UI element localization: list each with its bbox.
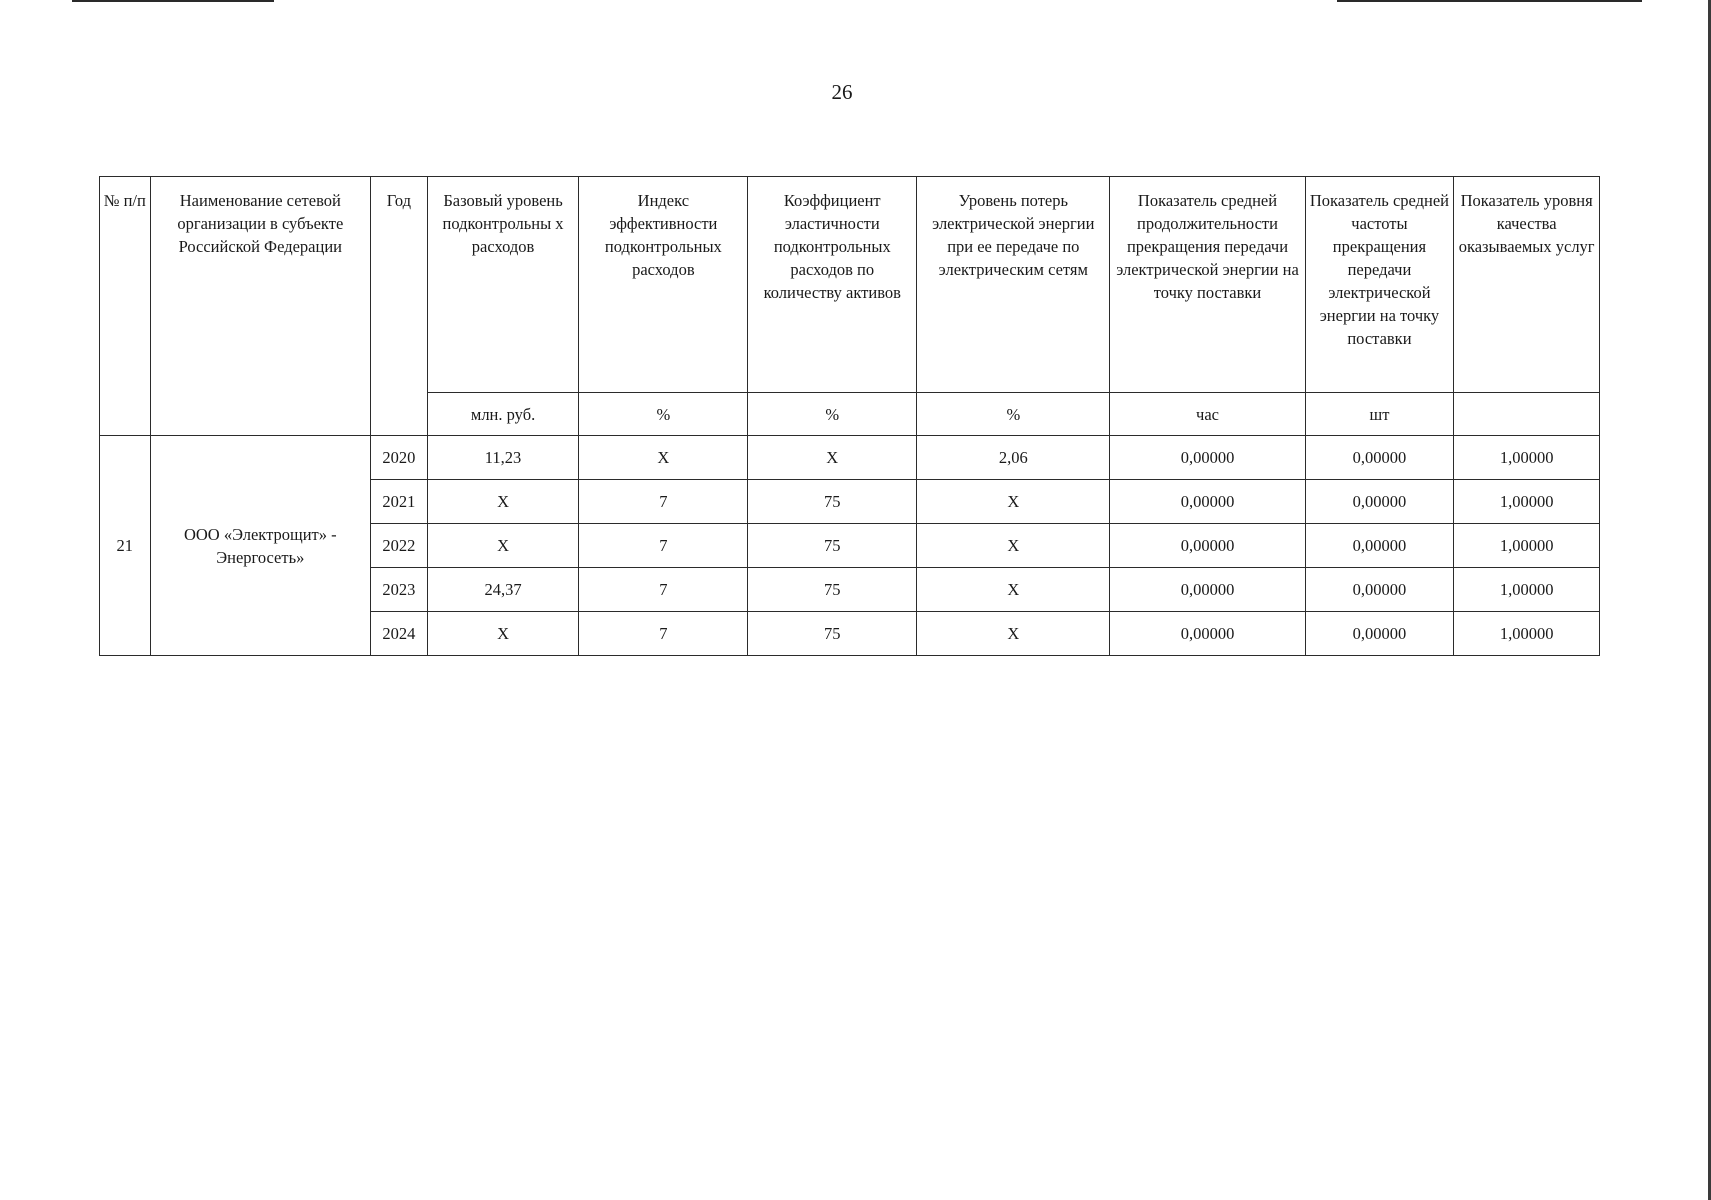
cell-year: 2022 xyxy=(371,524,428,568)
cell-service-quality: 1,00000 xyxy=(1454,612,1600,656)
unit-outage-frequency: шт xyxy=(1305,393,1454,436)
cell-outage-duration: 0,00000 xyxy=(1110,480,1305,524)
header-efficiency-index: Индекс эффективности подконтрольных расходов xyxy=(579,177,748,393)
cell-elasticity-coefficient: 75 xyxy=(748,568,917,612)
cell-base-level: X xyxy=(427,480,579,524)
cell-loss-level: X xyxy=(917,480,1110,524)
unit-efficiency-index: % xyxy=(579,393,748,436)
cell-loss-level: X xyxy=(917,612,1110,656)
scan-edge-line xyxy=(1337,0,1642,2)
cell-efficiency-index: 7 xyxy=(579,480,748,524)
cell-service-quality: 1,00000 xyxy=(1454,436,1600,480)
cell-efficiency-index: 7 xyxy=(579,612,748,656)
cell-service-quality: 1,00000 xyxy=(1454,480,1600,524)
cell-elasticity-coefficient: X xyxy=(748,436,917,480)
cell-efficiency-index: X xyxy=(579,436,748,480)
header-num: № п/п xyxy=(100,177,151,436)
cell-year: 2023 xyxy=(371,568,428,612)
cell-outage-frequency: 0,00000 xyxy=(1305,524,1454,568)
header-outage-frequency: Показатель средней частоты прекращения передачи электрической энергии на точку поставки xyxy=(1305,177,1454,393)
cell-outage-duration: 0,00000 xyxy=(1110,524,1305,568)
cell-outage-frequency: 0,00000 xyxy=(1305,612,1454,656)
header-row xyxy=(100,177,1600,393)
cell-loss-level: 2,06 xyxy=(917,436,1110,480)
header-outage-duration: Показатель средней продолжительности прекращения передачи электрической энергии на точку поставки xyxy=(1110,177,1305,393)
table-row xyxy=(100,436,1600,480)
cell-outage-duration: 0,00000 xyxy=(1110,612,1305,656)
unit-outage-duration: час xyxy=(1110,393,1305,436)
header-organization-name: Наименование сетевой организации в субъекте Российской Федерации xyxy=(150,177,370,436)
cell-outage-frequency: 0,00000 xyxy=(1305,480,1454,524)
cell-base-level: 24,37 xyxy=(427,568,579,612)
organization-name: ООО «Электрощит» - Энергосеть» xyxy=(150,436,370,656)
cell-elasticity-coefficient: 75 xyxy=(748,480,917,524)
cell-elasticity-coefficient: 75 xyxy=(748,612,917,656)
cell-elasticity-coefficient: 75 xyxy=(748,524,917,568)
cell-service-quality: 1,00000 xyxy=(1454,524,1600,568)
cell-outage-duration: 0,00000 xyxy=(1110,568,1305,612)
unit-elasticity-coefficient: % xyxy=(748,393,917,436)
cell-outage-duration: 0,00000 xyxy=(1110,436,1305,480)
cell-efficiency-index: 7 xyxy=(579,568,748,612)
cell-base-level: X xyxy=(427,524,579,568)
cell-year: 2021 xyxy=(371,480,428,524)
header-loss-level: Уровень потерь электрической энергии при ее передаче по электрическим сетям xyxy=(917,177,1110,393)
cell-efficiency-index: 7 xyxy=(579,524,748,568)
cell-outage-frequency: 0,00000 xyxy=(1305,436,1454,480)
unit-loss-level: % xyxy=(917,393,1110,436)
cell-loss-level: X xyxy=(917,524,1110,568)
cell-year: 2024 xyxy=(371,612,428,656)
cell-outage-frequency: 0,00000 xyxy=(1305,568,1454,612)
header-base-level: Базовый уровень подконтрольны х расходов xyxy=(427,177,579,393)
header-service-quality: Показатель уровня качества оказываемых услуг xyxy=(1454,177,1600,393)
entry-number: 21 xyxy=(100,436,151,656)
cell-base-level: 11,23 xyxy=(427,436,579,480)
scan-edge-line xyxy=(72,0,274,2)
cell-service-quality: 1,00000 xyxy=(1454,568,1600,612)
unit-service-quality xyxy=(1454,393,1600,436)
cell-base-level: X xyxy=(427,612,579,656)
cell-loss-level: X xyxy=(917,568,1110,612)
page-number: 26 xyxy=(831,80,853,104)
unit-base-level: млн. руб. xyxy=(427,393,579,436)
header-year: Год xyxy=(371,177,428,436)
header-elasticity-coefficient: Коэффициент эластичности подконтрольных расходов по количеству активов xyxy=(748,177,917,393)
indicators-table xyxy=(99,176,1600,656)
cell-year: 2020 xyxy=(371,436,428,480)
